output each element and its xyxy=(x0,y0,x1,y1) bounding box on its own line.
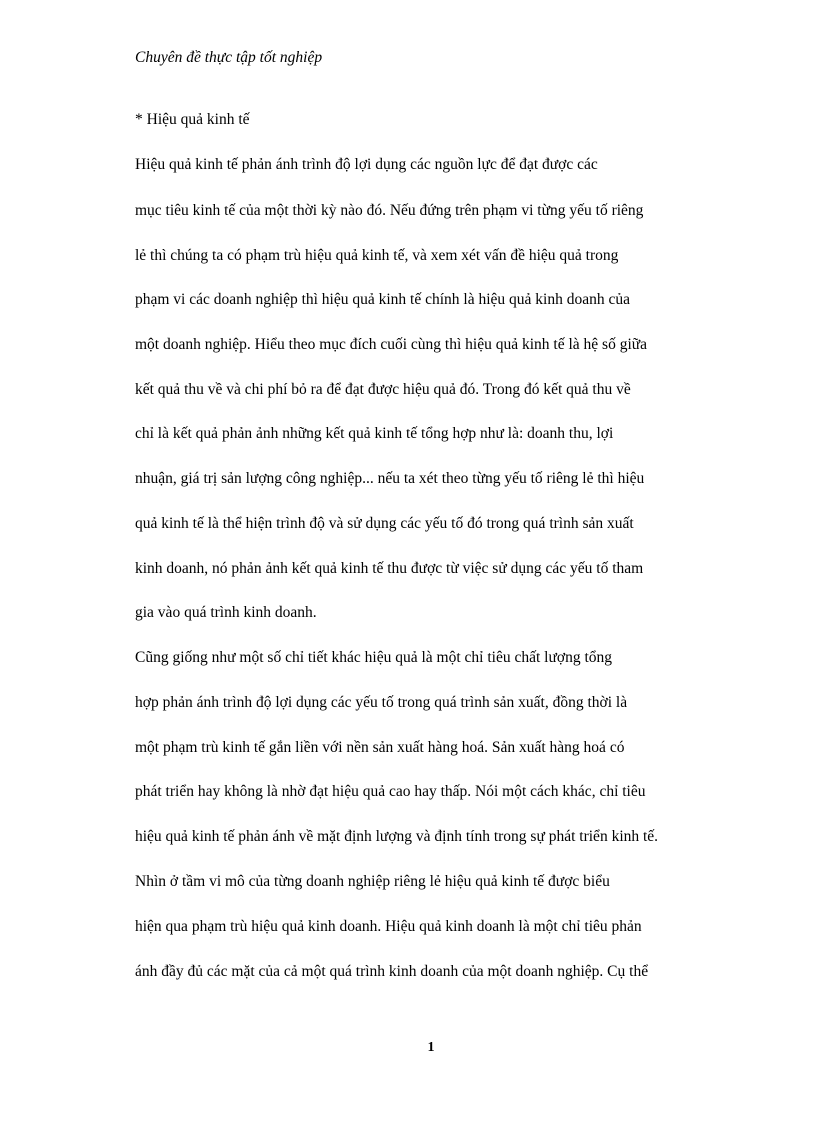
paragraph-line: Nhìn ở tầm vi mô của từng doanh nghiệp riêng lẻ hiệu quả kinh tế được biểu xyxy=(135,873,610,890)
paragraph-line: nhuận, giá trị sản lượng công nghiệp... nếu ta xét theo từng yếu tố riêng lẻ thì hiệu xyxy=(135,470,645,487)
paragraph-line: một phạm trù kinh tế gắn liền với nền sản xuất hàng hoá. Sản xuất hàng hoá có xyxy=(135,739,625,756)
paragraph-line: hợp phản ánh trình độ lợi dụng các yếu tố trong quá trình sản xuất, đồng thời là xyxy=(135,694,628,711)
page-header: Chuyên đề thực tập tốt nghiệp xyxy=(135,49,323,66)
paragraph-line: một doanh nghiệp. Hiểu theo mục đích cuối cùng thì hiệu quả kinh tế là hệ số giữa xyxy=(135,336,648,353)
page-number: 1 xyxy=(427,1040,435,1055)
paragraph-line: gia vào quá trình kinh doanh. xyxy=(135,604,317,621)
section-heading: * Hiệu quả kinh tế xyxy=(135,111,250,128)
paragraph-line: hiệu quả kinh tế phản ánh về mặt định lượng và định tính trong sự phát triển kinh tế. xyxy=(135,828,659,845)
paragraph-line: kinh doanh, nó phản ảnh kết quả kinh tế thu được từ việc sử dụng các yếu tố tham xyxy=(135,560,644,577)
paragraph-line: quả kinh tế là thể hiện trình độ và sử dụng các yếu tố đó trong quá trình sản xuất xyxy=(135,515,634,532)
paragraph-line: chỉ là kết quả phản ảnh những kết quả kinh tế tổng hợp như là: doanh thu, lợi xyxy=(135,425,614,442)
paragraph-line: hiện qua phạm trù hiệu quả kinh doanh. Hiệu quả kinh doanh là một chỉ tiêu phản xyxy=(135,918,642,935)
paragraph-line: lẻ thì chúng ta có phạm trù hiệu quả kinh tế, và xem xét vấn đề hiệu quả trong xyxy=(135,247,619,264)
paragraph-line: phát triển hay không là nhờ đạt hiệu quả cao hay thấp. Nói một cách khác, chỉ tiêu xyxy=(135,783,646,800)
paragraph-line: ánh đầy đủ các mặt của cả một quá trình kinh doanh của một doanh nghiệp. Cụ thể xyxy=(135,963,649,980)
paragraph-line: Cũng giống như một số chỉ tiết khác hiệu quả là một chỉ tiêu chất lượng tổng xyxy=(135,649,613,666)
paragraph-line: kết quả thu về và chi phí bỏ ra để đạt được hiệu quả đó. Trong đó kết quả thu về xyxy=(135,381,631,398)
paragraph-line: phạm vi các doanh nghiệp thì hiệu quả kinh tế chính là hiệu quả kinh doanh của xyxy=(135,291,631,308)
paragraph-line: mục tiêu kinh tế của một thời kỳ nào đó. Nếu đứng trên phạm vi từng yếu tố riêng xyxy=(135,202,644,219)
paragraph-line: Hiệu quả kinh tế phản ánh trình độ lợi dụng các nguồn lực để đạt được các xyxy=(135,156,598,173)
